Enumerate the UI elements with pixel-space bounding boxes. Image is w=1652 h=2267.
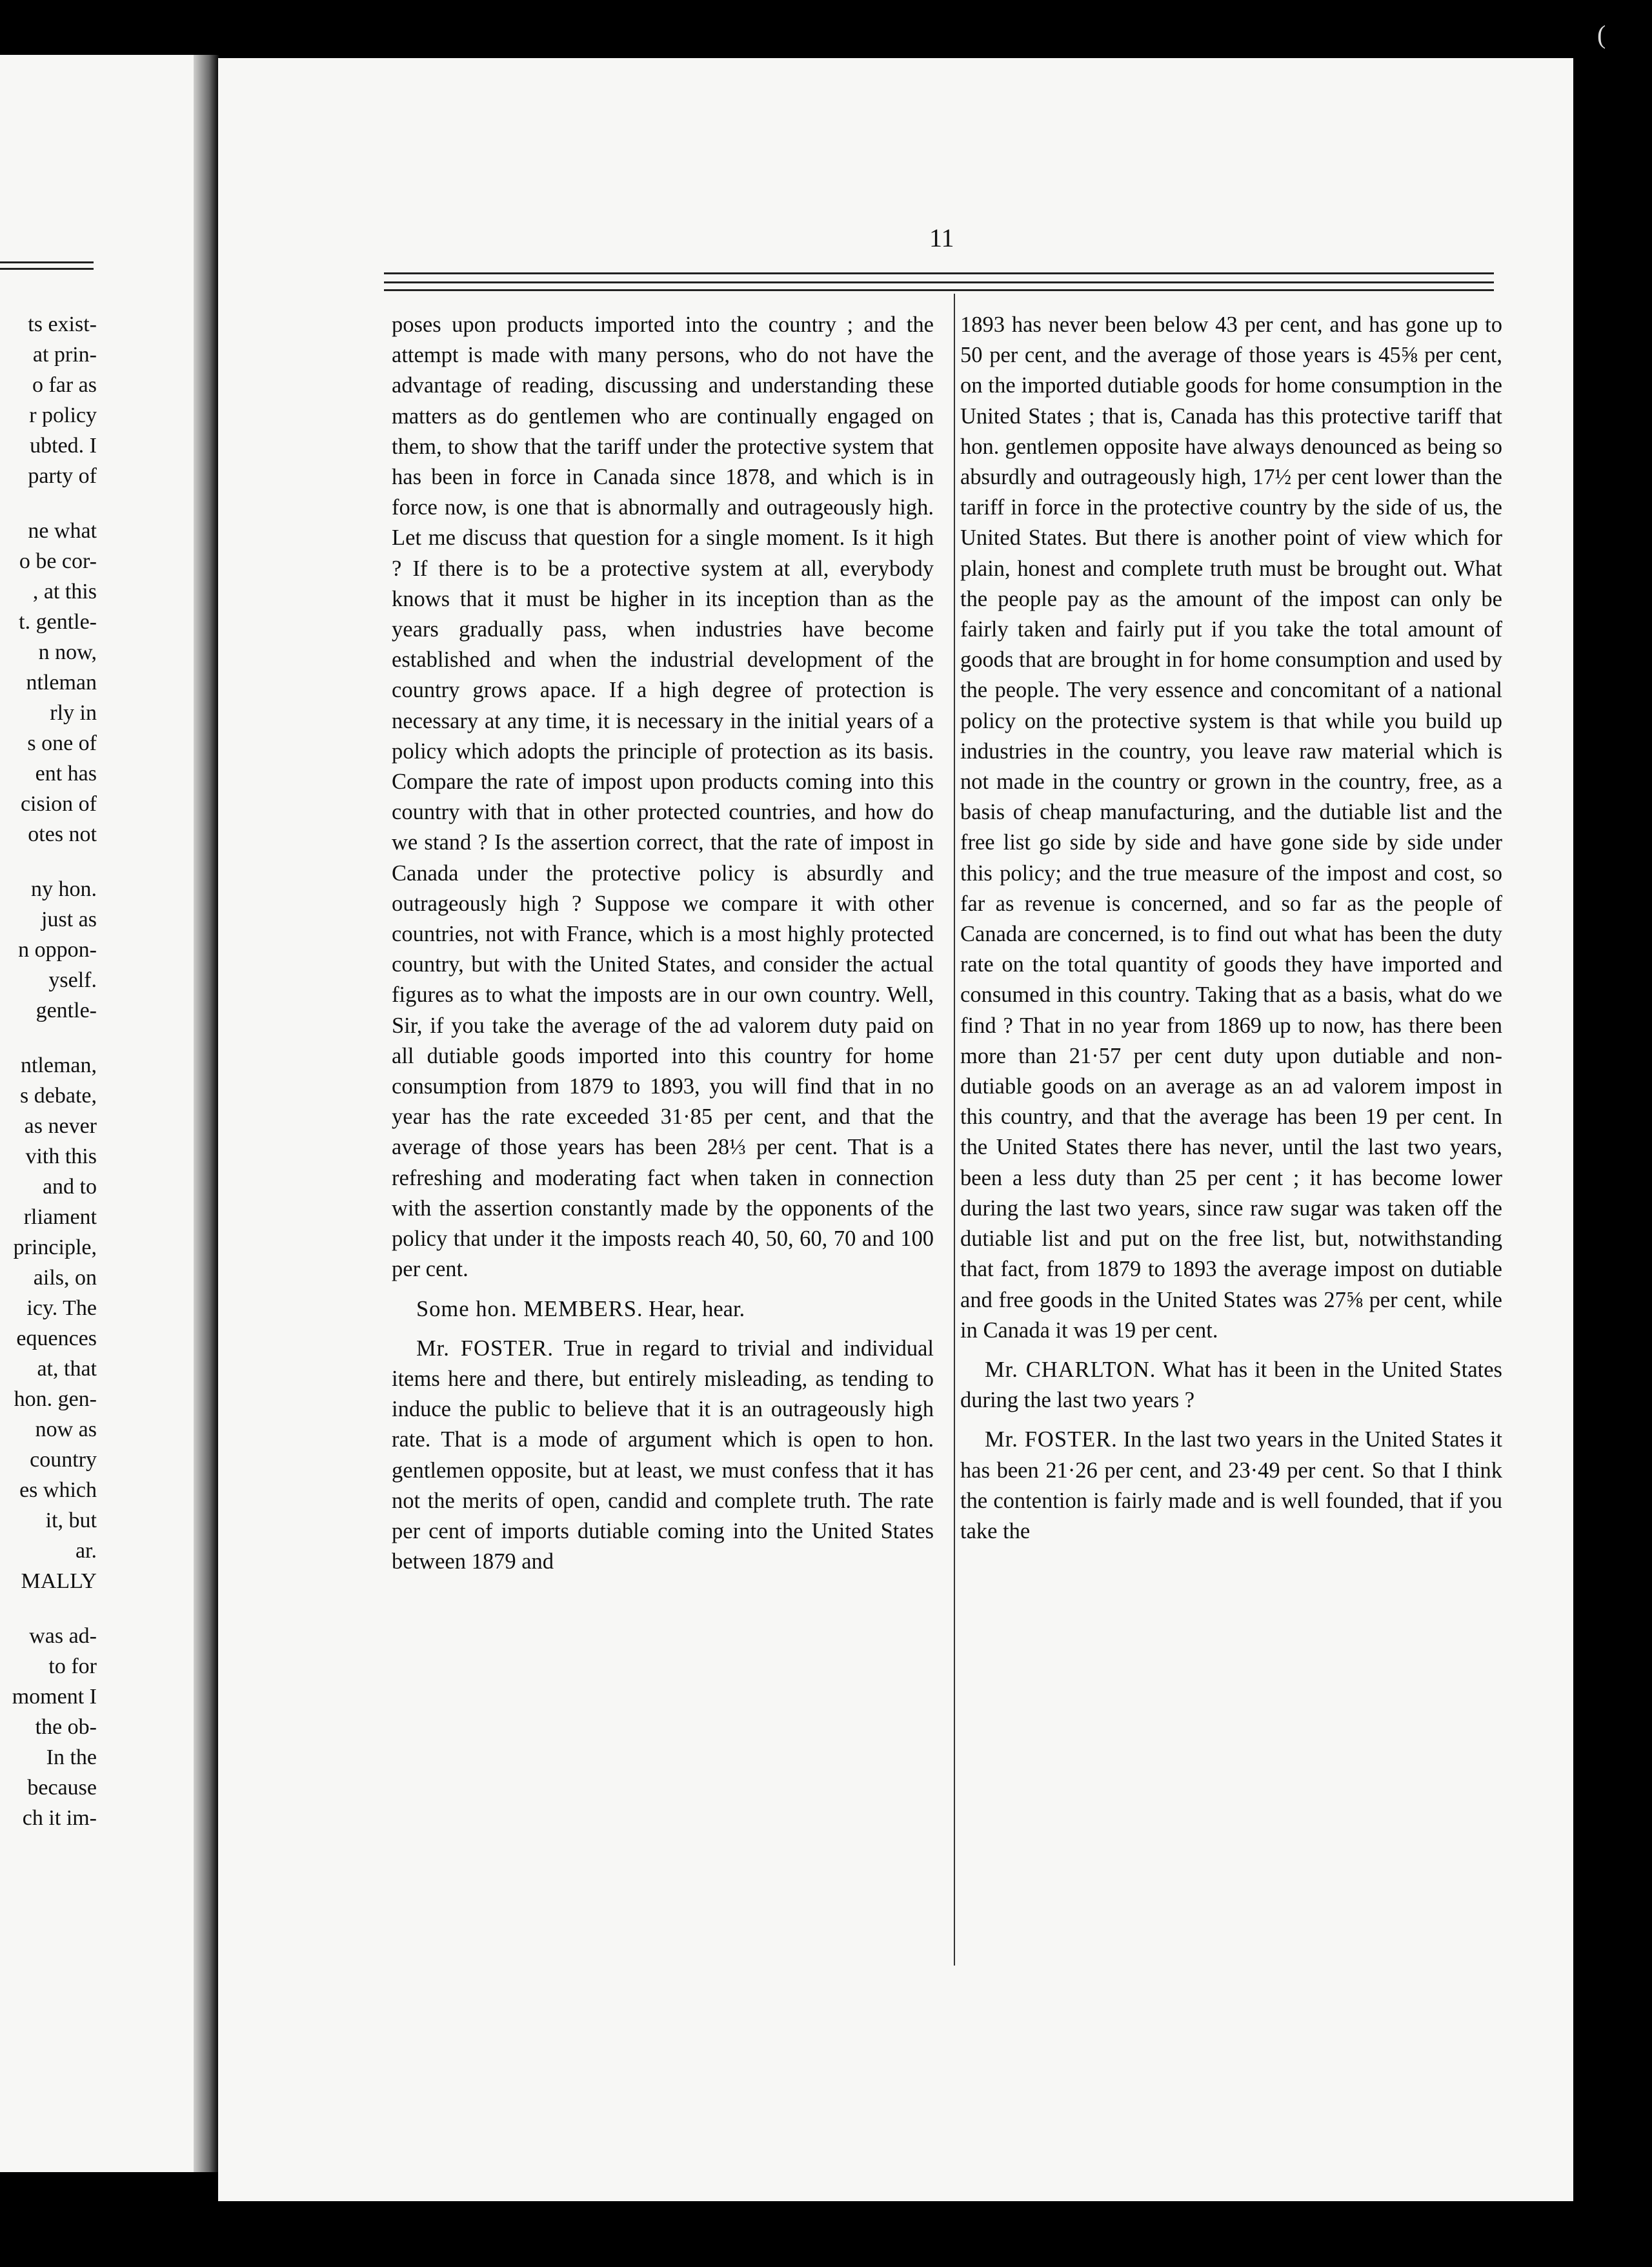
facing-page-line: ny hon.: [31, 877, 97, 901]
facing-page-line: , at this: [32, 580, 97, 604]
facing-page-line: ch it im-: [22, 1806, 97, 1830]
facing-page-line: hon. gen-: [14, 1387, 97, 1411]
paragraph-text: poses upon products imported into the country ; and the attempt is made with many persons, who do not have the advantage of reading, discussing and understanding these matters as do gentlemen who are continually engaged on them, to show that the tariff under the protective system that has been in force in Canada since 1878, and which is in force now, is one that is abnormally and outrageously high. Let me discuss that question for a single moment. Is it high ? If there is to be a protective system at all, everybody knows that it must be higher in its inception than as the years gradually pass, when industries have become established and when the industrial development of the country grows apace. If a high degree of protection is necessary at any time, it is necessary in the initial years of a policy which adopts the principle of protection as its basis. Compare the rate of impost upon products coming into this country with that in other protected countries, and how do we stand ? Is the assertion correct, that the rate of impost in Canada under the protective policy is absurdly and outrageously high ? Suppose we compare it with other countries, not with France, which is a most highly protected country, but with the United States, and consider the actual figures as to what the imposts are in our own country. Well, Sir, if you take the average of the ad valorem duty paid on all dutiable goods imported into this country for home consumption from 1879 to 1893, you will find that in no year has the rate exceeded 31·85 per cent, and that the average of those years has been 28⅓ per cent. That is a refreshing and moderating fact when taken in connection with the assertion constantly made by the opponents of the policy that under it the imposts reach 40, 50, 60, 70 and 100 per cent.: [392, 312, 934, 1282]
facing-page-line: gentle-: [35, 999, 97, 1022]
header-rule: [384, 272, 1494, 274]
speaker-name: Mr. CHARLTON.: [985, 1357, 1156, 1382]
paragraph-continuation: [960, 310, 1502, 1346]
facing-page-line: o be cor-: [19, 549, 97, 573]
facing-page-line: equences: [16, 1327, 97, 1350]
facing-page-line: In the: [46, 1745, 97, 1769]
speech-text: True in regard to trivial and individual items here and there, but entirely misleading, as tending to induce the public to believe that it is an outrageously high rate. That is a mode of argument which is open to hon. gentlemen opposite, but at least, we must confess that it has not the merits of open, candid and complete truth. The rate per cent of imports dutiable coming into the United States between 1879 and: [392, 1336, 934, 1574]
facing-page-line: now as: [35, 1418, 97, 1441]
facing-page-line: o far as: [32, 373, 97, 397]
speech-paragraph: [392, 1334, 934, 1578]
facing-page-line: moment I: [12, 1685, 97, 1709]
facing-page-line: ails, on: [33, 1266, 97, 1290]
facing-page-line: n oppon-: [18, 938, 97, 962]
book-gutter: [194, 55, 219, 2172]
facing-page-line: MALLY: [21, 1569, 97, 1593]
facing-page-line: rliament: [23, 1205, 97, 1229]
facing-page-text: [0, 55, 194, 2172]
facing-page-line: ubted. I: [30, 434, 97, 458]
facing-page-line: the ob-: [35, 1715, 97, 1739]
facing-page-line: ar.: [75, 1539, 97, 1563]
facing-page-line: otes not: [28, 822, 97, 846]
speaker-name: Mr. FOSTER.: [985, 1427, 1118, 1452]
facing-page-line: to for: [48, 1654, 97, 1678]
facing-page-line: because: [27, 1776, 97, 1800]
page-number: 11: [929, 223, 954, 252]
facing-page-line: rly in: [50, 701, 97, 725]
facing-page-line: ent has: [35, 762, 97, 786]
facing-page-line: it, but: [45, 1509, 97, 1532]
speech-text: In the last two years in the United States it has been 21·26 per cent, and 23·49 per cent. So that I think the contention is fairly made and is well founded, that if you take the: [960, 1427, 1503, 1543]
facing-page-line: at prin-: [32, 343, 97, 367]
facing-page-line: at, that: [37, 1357, 97, 1381]
facing-page-line: principle,: [13, 1235, 97, 1259]
column-divider: [954, 294, 955, 1966]
facing-page-line: ntleman: [26, 671, 97, 695]
facing-page-line: cision of: [20, 792, 97, 816]
facing-page-line: ne what: [28, 519, 97, 543]
edge-mark: (: [1597, 20, 1606, 49]
header-rule: [384, 289, 1494, 291]
facing-page-line: icy. The: [26, 1296, 97, 1320]
facing-page-line: as never: [24, 1114, 97, 1138]
paragraph-text: 1893 has never been below 43 per cent, and has gone up to 50 per cent, and the average of those years is 45⅝ per cent, on the imported dutiable goods for home consumption in the United States ; that is, Canada has this protective tariff that hon. gentlemen opposite have always denounced as being so absurdly and outrageously high, 17½ per cent lower than the tariff in force in the protective country by the side of us, the United States. But there is another point of view which for plain, honest and complete truth must be brought out. What the people pay as the amount of the impost can only be fairly taken and fairly put if you take the total amount of goods that are brought in for home consumption and used by the people. The very essence and concomitant of a national policy on the protective system is that while you build up industries in the country, you leave raw material which is not made in the country or grown in the country, free, as a basis of cheap manufacturing, and the dutiable list and the free list go side by side and have gone side by side under this policy; and the true measure of the impost and cost, so far as revenue is concerned, and so far as the people of Canada are concerned, is to find out what has been the duty rate on the total quantity of goods they have imported and consumed in this country. Taking that as a basis, what do we find ? That in no year from 1869 up to now, has there been more than 21·57 per cent duty upon dutiable and non-dutiable goods on an average as an ad valorem impost in this country, and that the average has been 19 per cent. In the United States there has never, until the last two years, been a less duty than 25 per cent ; it has become lower during the last two years, since raw sugar was taken off the dutiable list and put on the free list, but, notwithstanding that fact, from 1879 to 1893 the average impost on dutiable and free goods in the United States was 27⅝ per cent, while in Canada it was 19 per cent.: [960, 312, 1502, 1343]
facing-page-line: and to: [42, 1175, 97, 1199]
paragraph-continuation: [392, 310, 934, 1285]
facing-page-line: was ad-: [29, 1624, 97, 1648]
facing-page-line: ts exist-: [28, 312, 97, 336]
facing-page-line: party of: [28, 464, 97, 488]
speech-text: Hear, hear.: [649, 1296, 745, 1321]
facing-page-line: just as: [41, 908, 97, 931]
facing-page-line: country: [30, 1448, 97, 1472]
facing-page-line: n now,: [38, 640, 97, 664]
facing-page-line: es which: [19, 1478, 97, 1502]
speech-text: What has it been in the United States during the last two years ?: [960, 1357, 1502, 1413]
facing-page-line: ntleman,: [20, 1053, 97, 1077]
facing-page-line: t. gentle-: [19, 610, 97, 634]
speech-paragraph: [960, 1425, 1502, 1547]
facing-page-line: yself.: [48, 968, 97, 992]
speech-paragraph: [392, 1294, 934, 1325]
facing-page-line: r policy: [29, 403, 97, 427]
facing-page-line: s debate,: [20, 1084, 97, 1108]
speaker-name: Mr. FOSTER.: [416, 1336, 554, 1361]
text-column-left: [392, 310, 934, 1577]
speech-paragraph: [960, 1355, 1502, 1416]
speaker-name: Some hon. MEMBERS.: [416, 1296, 643, 1321]
facing-page-line: vith this: [25, 1144, 97, 1168]
facing-page: [0, 55, 201, 2172]
text-column-right: [960, 310, 1502, 1547]
facing-page-line: s one of: [27, 731, 97, 755]
header-rule: [384, 281, 1494, 283]
